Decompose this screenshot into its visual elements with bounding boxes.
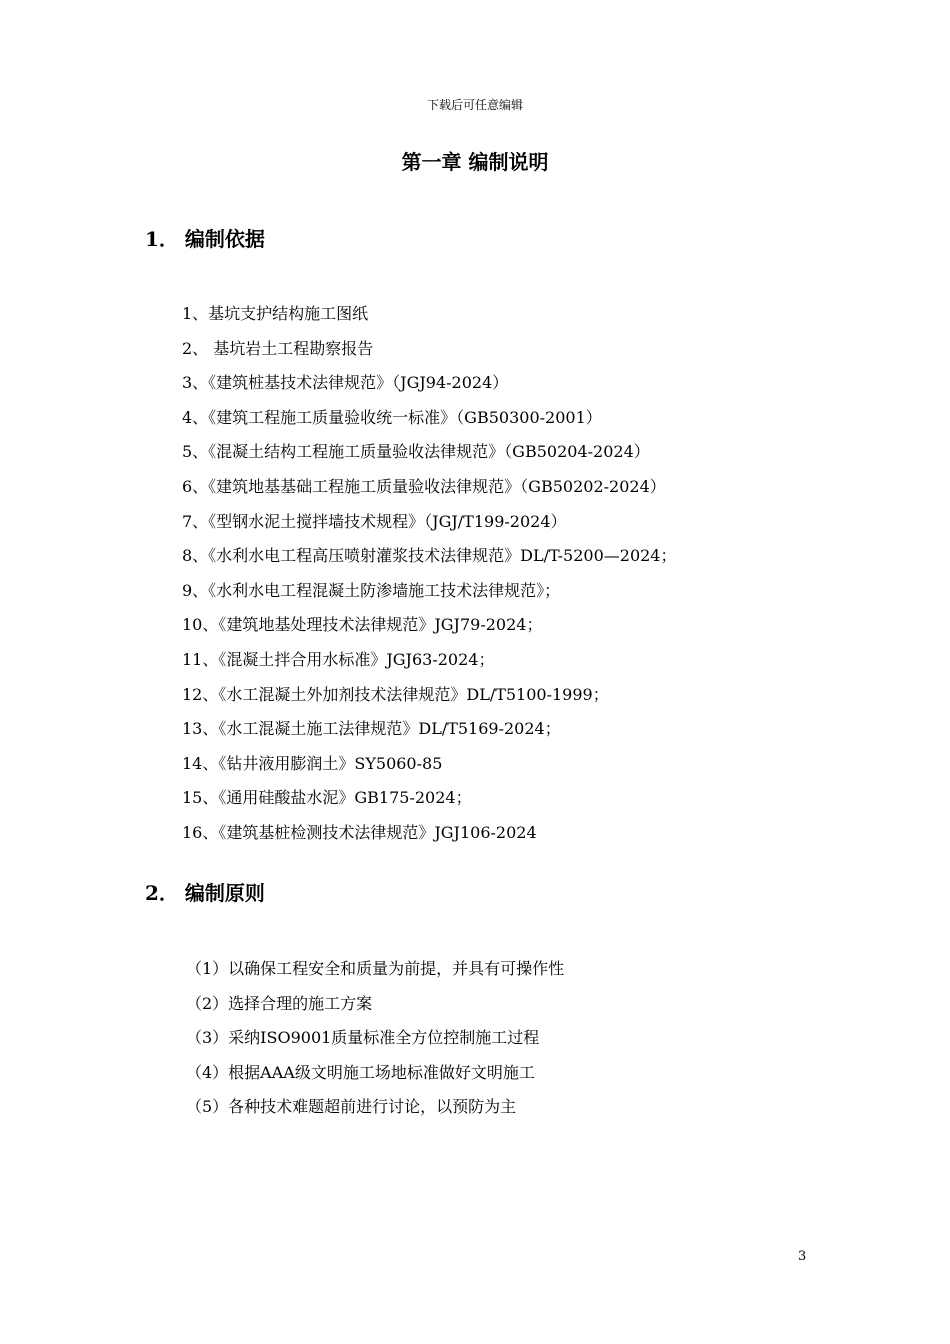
list-item: 2、 基坑岩土工程勘察报告 — [182, 338, 374, 358]
page-number: 3 — [798, 1249, 807, 1264]
list-item: 11、《混凝土拌合用水标准》JGJ63-2024； — [182, 649, 495, 669]
header-note: 下载后可任意编辑 — [426, 98, 523, 112]
list-item: （2）选择合理的施工方案 — [186, 993, 373, 1013]
list-item: 7、《型钢水泥土搅拌墙技术规程》（JGJ/T199-2024） — [182, 511, 567, 531]
list-item: 3、《建筑桩基技术法律规范》（JGJ94-2024） — [182, 373, 509, 393]
list-item: （5）各种技术难题超前进行讨论，以预防为主 — [186, 1097, 517, 1116]
chapter-title: 第一章 编制说明 — [401, 150, 549, 174]
list-item: 4、《建筑工程施工质量验收统一标准》（GB50300-2001） — [182, 407, 602, 427]
principles-list — [186, 952, 564, 1125]
list-item: 5、《混凝土结构工程施工质量验收法律规范》（GB50204-2024） — [182, 442, 650, 462]
section-number: 2． — [145, 881, 179, 905]
section-title: 编制原则 — [184, 881, 265, 905]
list-item: 8、《水利水电工程高压喷射灌浆技术法律规范》DL/T-5200—2024； — [182, 546, 677, 566]
basis-list — [182, 297, 676, 851]
list-item: 12、《水工混凝土外加剂技术法律规范》DL/T5100-1999； — [182, 684, 609, 704]
section-heading-basis — [145, 225, 265, 253]
section-number: 1． — [145, 227, 179, 251]
list-item: 10、《建筑地基处理技术法律规范》JGJ79-2024； — [182, 615, 543, 635]
list-item: 9、《水利水电工程混凝土防渗墙施工技术法律规范》； — [182, 580, 561, 600]
section-title: 编制依据 — [184, 227, 265, 251]
list-item: 6、《建筑地基基础工程施工质量验收法律规范》（GB50202-2024） — [182, 476, 666, 496]
list-item: 15、《通用硅酸盐水泥》GB175-2024； — [182, 788, 472, 808]
list-item: 13、《水工混凝土施工法律规范》DL/T5169-2024； — [182, 719, 561, 739]
section-heading-principles — [145, 879, 265, 907]
list-item: （3）采纳ISO9001质量标准全方位控制施工过程 — [186, 1028, 540, 1047]
list-item: 16、《建筑基桩检测技术法律规范》JGJ106-2024 — [182, 822, 537, 842]
list-item: 1、基坑支护结构施工图纸 — [182, 304, 369, 323]
list-item: 14、《钻井液用膨润土》SY5060-85 — [182, 753, 443, 773]
list-item: （1）以确保工程安全和质量为前提，并具有可操作性 — [186, 959, 565, 978]
list-item: （4）根据AAA级文明施工场地标准做好文明施工 — [186, 1062, 535, 1082]
